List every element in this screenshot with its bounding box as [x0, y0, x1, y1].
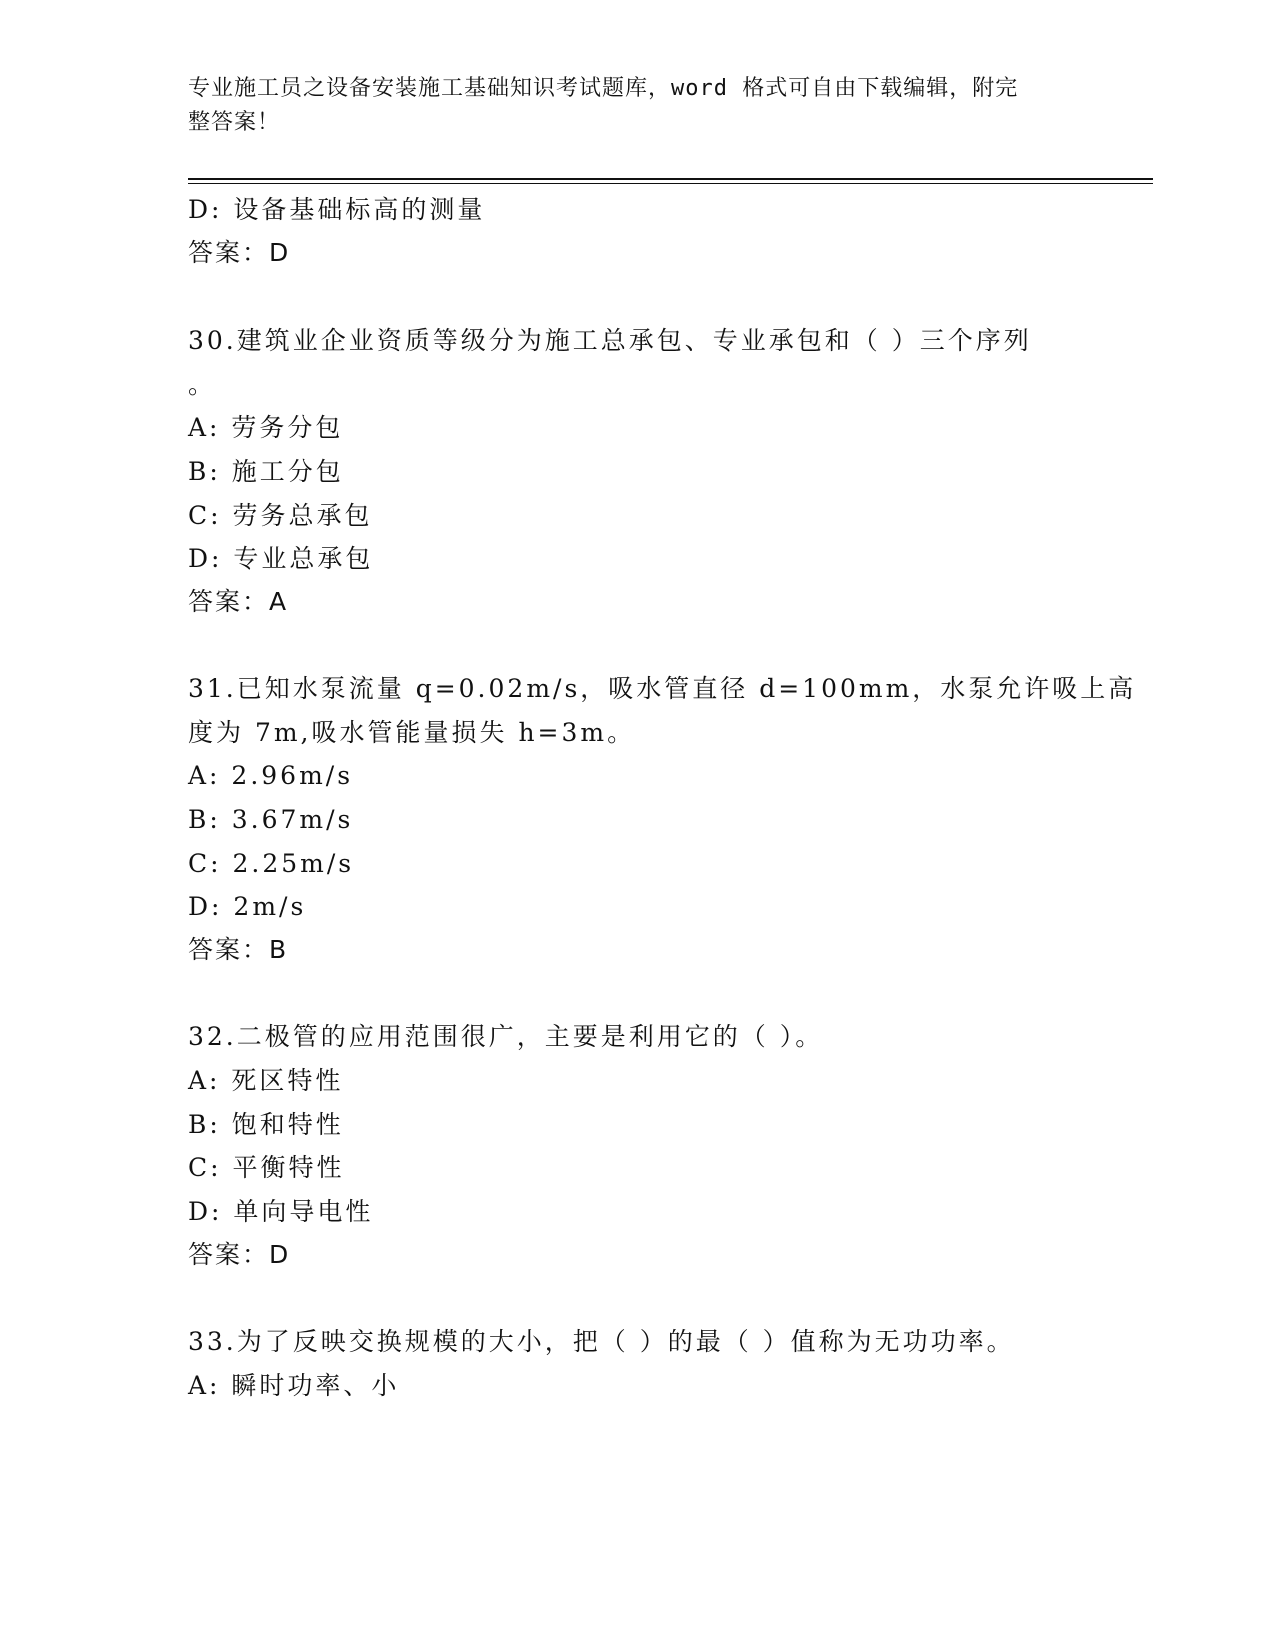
- q30-option-c: C: 劳务总承包: [188, 501, 373, 530]
- q30-option-d: D: 专业总承包: [188, 544, 374, 573]
- q31-option-a: A: 2.96m/s: [188, 761, 354, 790]
- header-divider-thin: [188, 183, 1153, 184]
- q31-stem-line-2: 度为 7m,吸水管能量损失 h=3m。: [188, 718, 636, 747]
- q32-option-c: C: 平衡特性: [188, 1153, 345, 1182]
- header-divider-thick: [188, 178, 1153, 180]
- q31-stem-line-1: 31.已知水泵流量 q=0.02m/s，吸水管直径 d=100mm，水泵允许吸上高: [188, 674, 1137, 703]
- q32-option-b: B: 饱和特性: [188, 1110, 344, 1139]
- header-title-line-1: 专业施工员之设备安装施工基础知识考试题库，word 格式可自由下载编辑，附完: [188, 76, 1019, 101]
- q30-option-b: B: 施工分包: [188, 457, 344, 486]
- prev-option-d: D: 设备基础标高的测量: [188, 195, 486, 224]
- q33-stem-line-1: 33.为了反映交换规模的大小，把（ ）的最（ ）值称为无功功率。: [188, 1327, 1015, 1356]
- q31-option-b: B: 3.67m/s: [188, 805, 354, 834]
- q32-option-d: D: 单向导电性: [188, 1197, 374, 1226]
- q30-stem-line-2: 。: [188, 370, 217, 399]
- q31-answer: 答案：B: [188, 935, 289, 964]
- document-header: [188, 72, 1068, 140]
- q33-option-a: A: 瞬时功率、小: [188, 1371, 400, 1400]
- q32-option-a: A: 死区特性: [188, 1066, 344, 1095]
- q30-option-a: A: 劳务分包: [188, 413, 344, 442]
- q32-answer: 答案：D: [188, 1240, 291, 1269]
- q31-option-c: C: 2.25m/s: [188, 849, 355, 878]
- q30-answer: 答案：A: [188, 587, 289, 616]
- header-title-line-2: 整答案！: [188, 110, 281, 135]
- q31-option-d: D: 2m/s: [188, 892, 307, 921]
- prev-answer: 答案：D: [188, 238, 291, 267]
- q30-stem-line-1: 30.建筑业企业资质等级分为施工总承包、专业承包和（ ）三个序列: [188, 326, 1032, 355]
- q32-stem-line-1: 32.二极管的应用范围很广，主要是利用它的（ ）。: [188, 1022, 824, 1051]
